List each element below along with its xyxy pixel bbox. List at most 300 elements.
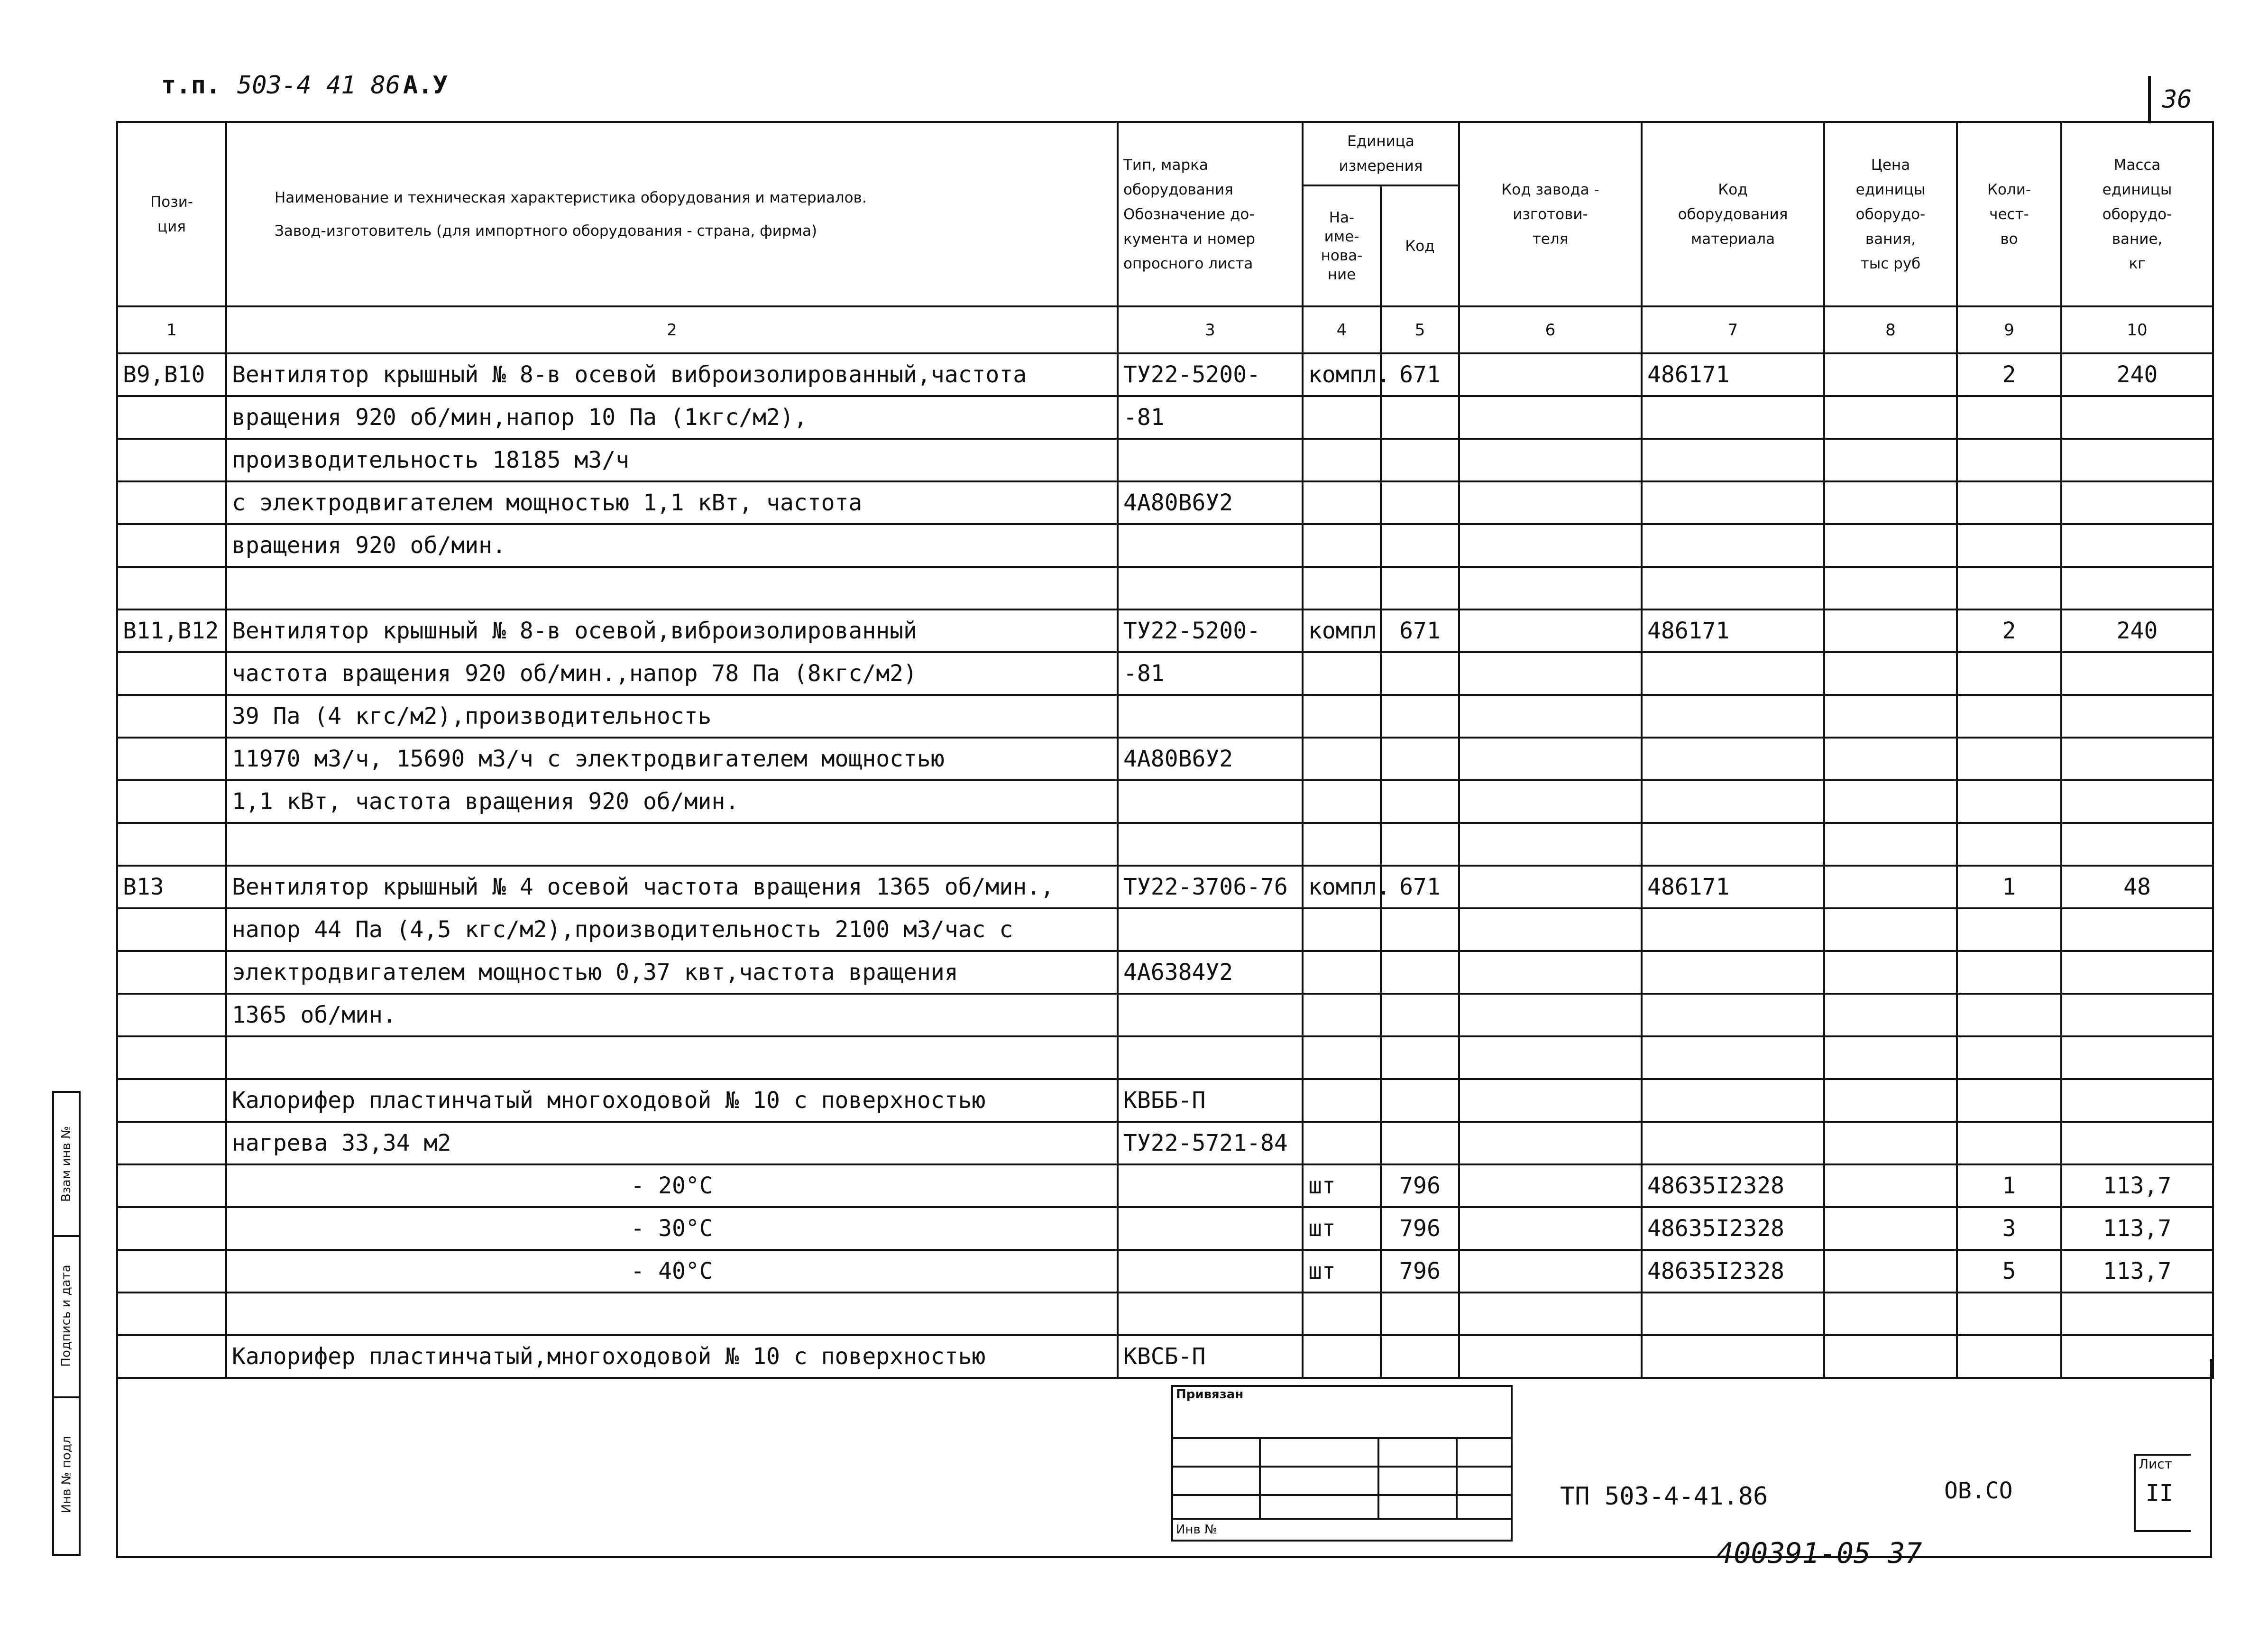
cell-unit: компл bbox=[1303, 609, 1381, 652]
strip-inv bbox=[54, 1396, 79, 1553]
cell-type: 4А6384У2 bbox=[1118, 951, 1303, 994]
cell-factory bbox=[1459, 609, 1642, 652]
cell-code bbox=[1381, 524, 1459, 567]
col-num: 9 bbox=[1957, 306, 2061, 353]
cell-factory bbox=[1459, 1122, 1642, 1164]
cell-type bbox=[1118, 780, 1303, 823]
table-row bbox=[117, 994, 2213, 1036]
cell-price bbox=[1824, 738, 1957, 780]
cell-name: с электродвигателем мощностью 1,1 кВт, частота bbox=[226, 481, 1118, 524]
table-row bbox=[117, 1079, 2213, 1122]
list-label: Лист bbox=[2139, 1456, 2172, 1472]
list-number: II bbox=[2146, 1480, 2173, 1506]
cell-equip bbox=[1642, 396, 1824, 439]
stamp-line bbox=[1456, 1437, 1458, 1518]
cell-mass bbox=[2061, 780, 2213, 823]
cell-mass bbox=[2061, 1036, 2213, 1079]
cell-type bbox=[1118, 1250, 1303, 1293]
stamp-line bbox=[1171, 1466, 1513, 1468]
cell-qty bbox=[1957, 652, 2061, 695]
cell-factory bbox=[1459, 780, 1642, 823]
cell-equip bbox=[1642, 567, 1824, 609]
cell-mass bbox=[2061, 695, 2213, 738]
cell-qty: 1 bbox=[1957, 866, 2061, 908]
col-num: 2 bbox=[226, 306, 1118, 353]
cell-name: 1365 об/мин. bbox=[226, 994, 1118, 1036]
col-header-name bbox=[226, 122, 1118, 306]
cell-qty bbox=[1957, 780, 2061, 823]
cell-pos bbox=[117, 780, 226, 823]
cell-name: Вентилятор крышный № 8-в осевой,виброизолированный bbox=[226, 609, 1118, 652]
cell-code: 671 bbox=[1381, 353, 1459, 396]
cell-type: -81 bbox=[1118, 652, 1303, 695]
cell-code bbox=[1381, 396, 1459, 439]
cell-factory bbox=[1459, 823, 1642, 866]
cell-price bbox=[1824, 652, 1957, 695]
col-header-type: Тип, марка оборудования Обозначение до- кумента и номер опросного листа bbox=[1118, 122, 1303, 306]
cell-qty bbox=[1957, 908, 2061, 951]
cell-code bbox=[1381, 567, 1459, 609]
cell-type bbox=[1118, 695, 1303, 738]
cell-unit bbox=[1303, 951, 1381, 994]
table-row bbox=[117, 609, 2213, 652]
cell-equip bbox=[1642, 1036, 1824, 1079]
table-row bbox=[117, 823, 2213, 866]
stamp-line bbox=[1171, 1437, 1513, 1439]
cell-pos bbox=[117, 908, 226, 951]
cell-qty bbox=[1957, 1079, 2061, 1122]
cell-unit bbox=[1303, 1122, 1381, 1164]
cell-pos bbox=[117, 524, 226, 567]
cell-pos: В13 bbox=[117, 866, 226, 908]
specification-table bbox=[116, 121, 2214, 1379]
cell-code bbox=[1381, 481, 1459, 524]
cell-factory bbox=[1459, 567, 1642, 609]
col-header-mass: Масса единицы оборудо- вание, кг bbox=[2061, 122, 2213, 306]
col-header-equip-code: Код оборудования материала bbox=[1642, 122, 1824, 306]
section-code: ОВ.СО bbox=[1944, 1477, 2013, 1504]
cell-price bbox=[1824, 866, 1957, 908]
cell-price bbox=[1824, 1293, 1957, 1335]
bottom-frame bbox=[116, 1359, 2212, 1558]
cell-mass: 113,7 bbox=[2061, 1207, 2213, 1250]
cell-mass bbox=[2061, 652, 2213, 695]
cell-mass bbox=[2061, 951, 2213, 994]
cell-qty bbox=[1957, 823, 2061, 866]
table-row bbox=[117, 908, 2213, 951]
cell-qty: 5 bbox=[1957, 1250, 2061, 1293]
cell-type bbox=[1118, 1293, 1303, 1335]
cell-qty bbox=[1957, 439, 2061, 481]
cell-price bbox=[1824, 567, 1957, 609]
cell-qty bbox=[1957, 994, 2061, 1036]
col-num: 8 bbox=[1824, 306, 1957, 353]
col-num: 1 bbox=[117, 306, 226, 353]
table-row bbox=[117, 481, 2213, 524]
table-row bbox=[117, 524, 2213, 567]
cell-price bbox=[1824, 994, 1957, 1036]
cell-type bbox=[1118, 567, 1303, 609]
cell-equip: 48635I2328 bbox=[1642, 1207, 1824, 1250]
cell-qty bbox=[1957, 524, 2061, 567]
cell-unit bbox=[1303, 652, 1381, 695]
cell-qty: 2 bbox=[1957, 353, 2061, 396]
col-header-factory-code: Код завода - изготови- теля bbox=[1459, 122, 1642, 306]
table-row bbox=[117, 1250, 2213, 1293]
cell-code bbox=[1381, 951, 1459, 994]
cell-qty bbox=[1957, 567, 2061, 609]
stamp-line bbox=[1377, 1437, 1379, 1518]
cell-equip bbox=[1642, 1079, 1824, 1122]
cell-name: вращения 920 об/мин. bbox=[226, 524, 1118, 567]
left-stamp-strip bbox=[52, 1091, 81, 1556]
cell-name: частота вращения 920 об/мин.,напор 78 Па (8кгс/м2) bbox=[226, 652, 1118, 695]
cell-code bbox=[1381, 439, 1459, 481]
cell-qty bbox=[1957, 1036, 2061, 1079]
cell-factory bbox=[1459, 652, 1642, 695]
strip-podpis-label: Подпись и дата bbox=[59, 1265, 73, 1367]
cell-code bbox=[1381, 1036, 1459, 1079]
table-row bbox=[117, 1207, 2213, 1250]
table-row bbox=[117, 1036, 2213, 1079]
cell-pos bbox=[117, 652, 226, 695]
cell-pos: В11,В12 bbox=[117, 609, 226, 652]
cell-factory bbox=[1459, 396, 1642, 439]
cell-pos bbox=[117, 567, 226, 609]
col-num: 3 bbox=[1118, 306, 1303, 353]
cell-name: нагрева 33,34 м2 bbox=[226, 1122, 1118, 1164]
table-row bbox=[117, 652, 2213, 695]
cell-pos bbox=[117, 1122, 226, 1164]
cell-name: напор 44 Па (4,5 кгс/м2),производительность 2100 м3/час с bbox=[226, 908, 1118, 951]
cell-qty bbox=[1957, 396, 2061, 439]
cell-unit bbox=[1303, 823, 1381, 866]
stamp-line bbox=[1171, 1494, 1513, 1496]
cell-price bbox=[1824, 780, 1957, 823]
col-header-qty: Коли- чест- во bbox=[1957, 122, 2061, 306]
cell-price bbox=[1824, 439, 1957, 481]
cell-price bbox=[1824, 1079, 1957, 1122]
cell-price bbox=[1824, 481, 1957, 524]
cell-factory bbox=[1459, 1036, 1642, 1079]
cell-pos bbox=[117, 1036, 226, 1079]
cell-mass bbox=[2061, 439, 2213, 481]
col-header-price: Цена единицы оборудо- вания, тыс руб bbox=[1824, 122, 1957, 306]
cell-equip bbox=[1642, 908, 1824, 951]
cell-unit: компл. bbox=[1303, 353, 1381, 396]
cell-type bbox=[1118, 524, 1303, 567]
cell-mass: 113,7 bbox=[2061, 1164, 2213, 1207]
cell-unit bbox=[1303, 1079, 1381, 1122]
cell-type: -81 bbox=[1118, 396, 1303, 439]
cell-mass bbox=[2061, 1293, 2213, 1335]
cell-equip: 48635I2328 bbox=[1642, 1164, 1824, 1207]
cell-equip: 48635I2328 bbox=[1642, 1250, 1824, 1293]
cell-name: 11970 м3/ч, 15690 м3/ч с электродвигателем мощностью bbox=[226, 738, 1118, 780]
col-header-unit-code: Код bbox=[1381, 185, 1459, 306]
cell-type: 4А80В6У2 bbox=[1118, 738, 1303, 780]
cell-mass: 48 bbox=[2061, 866, 2213, 908]
cell-unit bbox=[1303, 738, 1381, 780]
cell-price bbox=[1824, 1036, 1957, 1079]
cell-price bbox=[1824, 524, 1957, 567]
cell-name bbox=[226, 1036, 1118, 1079]
cell-factory bbox=[1459, 1293, 1642, 1335]
table-row bbox=[117, 738, 2213, 780]
cell-price bbox=[1824, 396, 1957, 439]
cell-price bbox=[1824, 1122, 1957, 1164]
cell-type: ТУ22-3706-76 bbox=[1118, 866, 1303, 908]
cell-code bbox=[1381, 652, 1459, 695]
cell-unit bbox=[1303, 439, 1381, 481]
cell-pos bbox=[117, 481, 226, 524]
cell-factory bbox=[1459, 481, 1642, 524]
cell-mass: 240 bbox=[2061, 353, 2213, 396]
cell-equip bbox=[1642, 951, 1824, 994]
table-row bbox=[117, 1164, 2213, 1207]
cell-equip: 486171 bbox=[1642, 609, 1824, 652]
cell-mass: 240 bbox=[2061, 609, 2213, 652]
doc-ref-suffix: А.У bbox=[403, 71, 448, 100]
cell-type: КВББ-П bbox=[1118, 1079, 1303, 1122]
cell-code bbox=[1381, 823, 1459, 866]
cell-equip bbox=[1642, 524, 1824, 567]
cell-equip bbox=[1642, 439, 1824, 481]
cell-qty bbox=[1957, 695, 2061, 738]
cell-price bbox=[1824, 1250, 1957, 1293]
cell-qty bbox=[1957, 738, 2061, 780]
cell-mass bbox=[2061, 1122, 2213, 1164]
cell-mass bbox=[2061, 567, 2213, 609]
cell-factory bbox=[1459, 1207, 1642, 1250]
cell-qty bbox=[1957, 1293, 2061, 1335]
cell-name bbox=[226, 567, 1118, 609]
cell-qty bbox=[1957, 481, 2061, 524]
col-header-name-line2: Завод-изготовитель (для импортного оборудования - страна, фирма) bbox=[275, 222, 817, 240]
cell-unit: шт bbox=[1303, 1207, 1381, 1250]
cell-name: Вентилятор крышный № 8-в осевой виброизолированный,частота bbox=[226, 353, 1118, 396]
col-header-unit-name: На- име- нова- ние bbox=[1303, 185, 1381, 306]
cell-unit: шт bbox=[1303, 1164, 1381, 1207]
cell-unit bbox=[1303, 695, 1381, 738]
cell-equip bbox=[1642, 1122, 1824, 1164]
cell-unit bbox=[1303, 396, 1381, 439]
cell-equip bbox=[1642, 780, 1824, 823]
cell-equip bbox=[1642, 1293, 1824, 1335]
cell-factory bbox=[1459, 695, 1642, 738]
cell-equip bbox=[1642, 481, 1824, 524]
cell-unit bbox=[1303, 524, 1381, 567]
cell-type bbox=[1118, 1207, 1303, 1250]
cell-code bbox=[1381, 695, 1459, 738]
cell-name: - 40°С bbox=[226, 1250, 1118, 1293]
strip-inv-label: Инв № подл bbox=[59, 1436, 73, 1514]
cell-type bbox=[1118, 1036, 1303, 1079]
stamp-line bbox=[1171, 1518, 1513, 1520]
stamp-line bbox=[1259, 1437, 1261, 1518]
cell-code bbox=[1381, 1079, 1459, 1122]
cell-factory bbox=[1459, 353, 1642, 396]
cell-qty bbox=[1957, 951, 2061, 994]
cell-unit bbox=[1303, 1036, 1381, 1079]
table-row bbox=[117, 780, 2213, 823]
cell-unit: шт bbox=[1303, 1250, 1381, 1293]
col-num: 7 bbox=[1642, 306, 1824, 353]
cell-mass bbox=[2061, 524, 2213, 567]
cell-price bbox=[1824, 609, 1957, 652]
cell-pos bbox=[117, 439, 226, 481]
cell-unit bbox=[1303, 567, 1381, 609]
cell-mass bbox=[2061, 738, 2213, 780]
cell-price bbox=[1824, 695, 1957, 738]
cell-equip bbox=[1642, 738, 1824, 780]
stamp-inv-label: Инв № bbox=[1176, 1523, 1218, 1537]
table-row bbox=[117, 353, 2213, 396]
cell-name: производительность 18185 м3/ч bbox=[226, 439, 1118, 481]
cell-name bbox=[226, 1293, 1118, 1335]
cell-mass bbox=[2061, 823, 2213, 866]
cell-name: электродвигателем мощностью 0,37 квт,частота вращения bbox=[226, 951, 1118, 994]
cell-equip bbox=[1642, 652, 1824, 695]
table-row bbox=[117, 567, 2213, 609]
cell-pos bbox=[117, 738, 226, 780]
cell-factory bbox=[1459, 524, 1642, 567]
cell-factory bbox=[1459, 1164, 1642, 1207]
cell-type bbox=[1118, 823, 1303, 866]
cell-mass bbox=[2061, 994, 2213, 1036]
cell-type bbox=[1118, 908, 1303, 951]
cell-mass bbox=[2061, 481, 2213, 524]
cell-price bbox=[1824, 908, 1957, 951]
cell-factory bbox=[1459, 439, 1642, 481]
table-row bbox=[117, 396, 2213, 439]
cell-code bbox=[1381, 738, 1459, 780]
doc-ref-prefix: т.п. bbox=[161, 71, 221, 100]
col-num: 4 bbox=[1303, 306, 1381, 353]
cell-code: 796 bbox=[1381, 1164, 1459, 1207]
cell-factory bbox=[1459, 1079, 1642, 1122]
cell-equip: 486171 bbox=[1642, 353, 1824, 396]
cell-equip bbox=[1642, 695, 1824, 738]
cell-price bbox=[1824, 353, 1957, 396]
cell-equip bbox=[1642, 994, 1824, 1036]
stamp-title: Привязан bbox=[1176, 1387, 1244, 1402]
cell-name: вращения 920 об/мин,напор 10 Па (1кгс/м2), bbox=[226, 396, 1118, 439]
sheet-number: 36 bbox=[2162, 85, 2192, 114]
cell-factory bbox=[1459, 1250, 1642, 1293]
cell-mass: 113,7 bbox=[2061, 1250, 2213, 1293]
cell-mass bbox=[2061, 908, 2213, 951]
cell-mass bbox=[2061, 1079, 2213, 1122]
cell-price bbox=[1824, 951, 1957, 994]
cell-type bbox=[1118, 439, 1303, 481]
cell-pos bbox=[117, 1164, 226, 1207]
cell-equip bbox=[1642, 823, 1824, 866]
cell-name: - 30°С bbox=[226, 1207, 1118, 1250]
cell-pos bbox=[117, 823, 226, 866]
cell-pos: В9,В10 bbox=[117, 353, 226, 396]
cell-pos bbox=[117, 994, 226, 1036]
cell-type bbox=[1118, 994, 1303, 1036]
cell-equip: 486171 bbox=[1642, 866, 1824, 908]
cell-type: 4А80В6У2 bbox=[1118, 481, 1303, 524]
cell-code bbox=[1381, 1293, 1459, 1335]
cell-unit bbox=[1303, 481, 1381, 524]
strip-podpis bbox=[54, 1235, 79, 1398]
cell-code bbox=[1381, 1122, 1459, 1164]
col-header-unit-group: Единица измерения bbox=[1303, 122, 1459, 185]
cell-type: ТУ22-5721-84 bbox=[1118, 1122, 1303, 1164]
column-numbers-row bbox=[117, 306, 2213, 353]
specification-body bbox=[117, 353, 2213, 1378]
cell-code: 671 bbox=[1381, 866, 1459, 908]
table-row bbox=[117, 695, 2213, 738]
cell-pos bbox=[117, 1079, 226, 1122]
strip-vzam-label: Взам инв № bbox=[59, 1126, 73, 1202]
handwritten-number: 400391-05 37 bbox=[1717, 1537, 1922, 1570]
cell-type: ТУ22-5200- bbox=[1118, 609, 1303, 652]
cell-qty bbox=[1957, 1122, 2061, 1164]
cell-name: Калорифер пластинчатый многоходовой № 10 с поверхностью bbox=[226, 1079, 1118, 1122]
cell-pos bbox=[117, 396, 226, 439]
cell-qty: 3 bbox=[1957, 1207, 2061, 1250]
cell-price bbox=[1824, 1164, 1957, 1207]
col-num: 10 bbox=[2061, 306, 2213, 353]
cell-unit bbox=[1303, 994, 1381, 1036]
table-row bbox=[117, 1293, 2213, 1335]
cell-pos bbox=[117, 1293, 226, 1335]
cell-unit bbox=[1303, 1293, 1381, 1335]
cell-pos bbox=[117, 951, 226, 994]
table-row bbox=[117, 866, 2213, 908]
cell-factory bbox=[1459, 738, 1642, 780]
cell-name: Вентилятор крышный № 4 осевой частота вращения 1365 об/мин., bbox=[226, 866, 1118, 908]
cell-code bbox=[1381, 780, 1459, 823]
cell-mass bbox=[2061, 396, 2213, 439]
table-row bbox=[117, 1122, 2213, 1164]
cell-pos bbox=[117, 1250, 226, 1293]
cell-unit bbox=[1303, 908, 1381, 951]
cell-type bbox=[1118, 1164, 1303, 1207]
doc-ref-number: 503-4 41 86 bbox=[237, 71, 401, 100]
cell-name bbox=[226, 823, 1118, 866]
cell-price bbox=[1824, 1207, 1957, 1250]
project-code: ТП 503-4-41.86 bbox=[1560, 1482, 1768, 1511]
table-row bbox=[117, 951, 2213, 994]
col-num: 5 bbox=[1381, 306, 1459, 353]
cell-qty: 2 bbox=[1957, 609, 2061, 652]
cell-price bbox=[1824, 823, 1957, 866]
cell-code bbox=[1381, 908, 1459, 951]
cell-factory bbox=[1459, 994, 1642, 1036]
cell-qty: 1 bbox=[1957, 1164, 2061, 1207]
cell-code bbox=[1381, 994, 1459, 1036]
cell-type: ТУ22-5200- bbox=[1118, 353, 1303, 396]
cell-unit: компл. bbox=[1303, 866, 1381, 908]
cell-code: 796 bbox=[1381, 1250, 1459, 1293]
cell-name: 1,1 кВт, частота вращения 920 об/мин. bbox=[226, 780, 1118, 823]
cell-unit bbox=[1303, 780, 1381, 823]
cell-factory bbox=[1459, 908, 1642, 951]
col-header-name-line1: Наименование и техническая характеристика оборудования и материалов. bbox=[275, 189, 867, 206]
cell-pos bbox=[117, 695, 226, 738]
cell-type: КВСБ-П bbox=[1118, 1335, 1303, 1378]
cell-name: 39 Па (4 кгс/м2),производительность bbox=[226, 695, 1118, 738]
cell-factory bbox=[1459, 951, 1642, 994]
cell-name: - 20°С bbox=[226, 1164, 1118, 1207]
cell-pos bbox=[117, 1207, 226, 1250]
cell-code: 796 bbox=[1381, 1207, 1459, 1250]
